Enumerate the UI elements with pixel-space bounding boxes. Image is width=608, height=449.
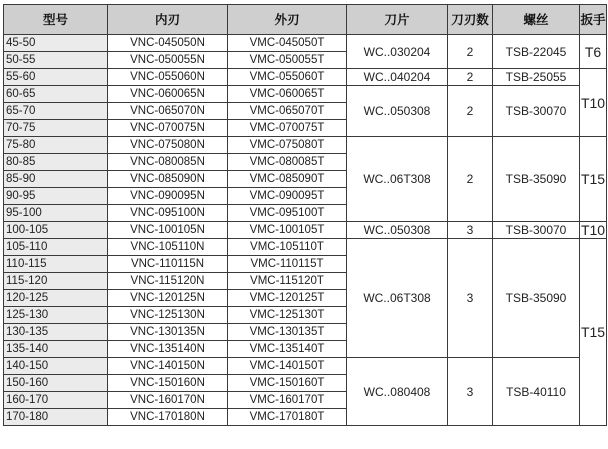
outer-blade-cell: VMC-110115T [228, 256, 347, 273]
model-cell: 80-85 [4, 154, 108, 171]
inner-blade-cell: VNC-075080N [108, 137, 228, 154]
wrench-cell: T6 [580, 35, 607, 69]
header-model: 型号 [4, 5, 108, 35]
model-cell: 50-55 [4, 52, 108, 69]
table-row [4, 222, 607, 239]
model-cell: 120-125 [4, 290, 108, 307]
screw-cell: TSB-30070 [493, 86, 580, 137]
wrench-cell: T10 [580, 222, 606, 238]
model-cell: 170-180 [4, 409, 108, 426]
model-cell: 150-160 [4, 375, 108, 392]
inner-blade-cell: VNC-070075N [108, 120, 228, 137]
edge-count-cell: 3 [448, 239, 493, 358]
table-row [4, 358, 607, 375]
model-cell: 105-110 [4, 239, 108, 256]
model-cell: 70-75 [4, 120, 108, 137]
table-row [4, 69, 607, 86]
insert-cell: WC..040204 [347, 69, 448, 86]
insert-cell: WC..050308 [347, 222, 448, 239]
model-cell: 65-70 [4, 103, 108, 120]
model-cell: 115-120 [4, 273, 108, 290]
inner-blade-cell: VNC-050055N [108, 52, 228, 69]
model-cell: 85-90 [4, 171, 108, 188]
table-row [4, 35, 607, 52]
model-cell: 95-100 [4, 205, 108, 222]
outer-blade-cell: VMC-100105T [228, 222, 347, 239]
outer-blade-cell: VMC-085090T [228, 171, 347, 188]
model-cell: 45-50 [4, 35, 108, 52]
screw-cell: TSB-35090 [493, 239, 580, 358]
model-cell: 130-135 [4, 324, 108, 341]
inner-blade-cell: VNC-105110N [108, 239, 228, 256]
outer-blade-cell: VMC-140150T [228, 358, 347, 375]
outer-blade-cell: VMC-095100T [228, 205, 347, 222]
inner-blade-cell: VNC-120125N [108, 290, 228, 307]
header-inner-blade: 内刃 [108, 5, 228, 35]
inner-blade-cell: VNC-065070N [108, 103, 228, 120]
inner-blade-cell: VNC-045050N [108, 35, 228, 52]
inner-blade-cell: VNC-080085N [108, 154, 228, 171]
screw-cell: TSB-22045 [493, 35, 580, 69]
inner-blade-cell: VNC-130135N [108, 324, 228, 341]
outer-blade-cell: VMC-160170T [228, 392, 347, 409]
inner-blade-cell: VNC-150160N [108, 375, 228, 392]
outer-blade-cell: VMC-105110T [228, 239, 347, 256]
outer-blade-cell: VMC-125130T [228, 307, 347, 324]
inner-blade-cell: VNC-135140N [108, 341, 228, 358]
header-row [4, 5, 607, 35]
header-insert: 刀片 [347, 5, 448, 35]
inner-blade-cell: VNC-110115N [108, 256, 228, 273]
screw-cell: TSB-35090 [493, 137, 580, 222]
table-row [4, 137, 607, 154]
outer-blade-cell: VMC-115120T [228, 273, 347, 290]
wrench-cell: T10 [580, 69, 607, 137]
edge-count-cell: 2 [448, 137, 493, 222]
insert-cell: WC..06T308 [347, 239, 448, 358]
outer-blade-cell: VMC-075080T [228, 137, 347, 154]
outer-blade-cell: VMC-055060T [228, 69, 347, 86]
inner-blade-cell: VNC-100105N [108, 222, 228, 239]
inner-blade-cell: VNC-125130N [108, 307, 228, 324]
insert-cell: WC..080408 [347, 358, 448, 426]
header-wrench: 扳手 [580, 5, 607, 35]
model-cell: 55-60 [4, 69, 108, 86]
outer-blade-cell: VMC-170180T [228, 409, 347, 426]
screw-cell: TSB-30070 [493, 222, 580, 239]
outer-blade-cell: VMC-130135T [228, 324, 347, 341]
outer-blade-cell: VMC-060065T [228, 86, 347, 103]
wrench-cell: T15 [580, 239, 607, 426]
model-cell: 160-170 [4, 392, 108, 409]
edge-count-cell: 2 [448, 35, 493, 69]
outer-blade-cell: VMC-070075T [228, 120, 347, 137]
header-outer-blade: 外刃 [228, 5, 347, 35]
edge-count-cell: 2 [448, 86, 493, 137]
insert-cell: WC..030204 [347, 35, 448, 69]
outer-blade-cell: VMC-065070T [228, 103, 347, 120]
model-cell: 135-140 [4, 341, 108, 358]
inner-blade-cell: VNC-095100N [108, 205, 228, 222]
insert-cell: WC..06T308 [347, 137, 448, 222]
edge-count-cell: 3 [448, 222, 493, 239]
model-cell: 125-130 [4, 307, 108, 324]
model-cell: 140-150 [4, 358, 108, 375]
inner-blade-cell: VNC-085090N [108, 171, 228, 188]
outer-blade-cell: VMC-120125T [228, 290, 347, 307]
edge-count-cell: 2 [448, 69, 493, 86]
edge-count-cell: 3 [448, 358, 493, 426]
outer-blade-cell: VMC-150160T [228, 375, 347, 392]
header-edge-count: 刀刃数 [448, 5, 493, 35]
inner-blade-cell: VNC-160170N [108, 392, 228, 409]
outer-blade-cell: VMC-080085T [228, 154, 347, 171]
table-row [4, 86, 607, 103]
model-cell: 90-95 [4, 188, 108, 205]
model-cell: 75-80 [4, 137, 108, 154]
inner-blade-cell: VNC-140150N [108, 358, 228, 375]
outer-blade-cell: VMC-090095T [228, 188, 347, 205]
inner-blade-cell: VNC-060065N [108, 86, 228, 103]
inner-blade-cell: VNC-055060N [108, 69, 228, 86]
inner-blade-cell: VNC-170180N [108, 409, 228, 426]
table-row [4, 239, 607, 256]
spec-table [3, 4, 607, 426]
inner-blade-cell: VNC-090095N [108, 188, 228, 205]
outer-blade-cell: VMC-135140T [228, 341, 347, 358]
screw-cell: TSB-40110 [493, 358, 580, 426]
outer-blade-cell: VMC-050055T [228, 52, 347, 69]
model-cell: 110-115 [4, 256, 108, 273]
header-screw: 螺丝 [493, 5, 580, 35]
outer-blade-cell: VMC-045050T [228, 35, 347, 52]
model-cell: 60-65 [4, 86, 108, 103]
insert-cell: WC..050308 [347, 86, 448, 137]
table-body [4, 35, 607, 426]
model-cell: 100-105 [4, 222, 108, 239]
inner-blade-cell: VNC-115120N [108, 273, 228, 290]
screw-cell: TSB-25055 [493, 69, 580, 86]
wrench-cell: T15 [580, 137, 607, 222]
